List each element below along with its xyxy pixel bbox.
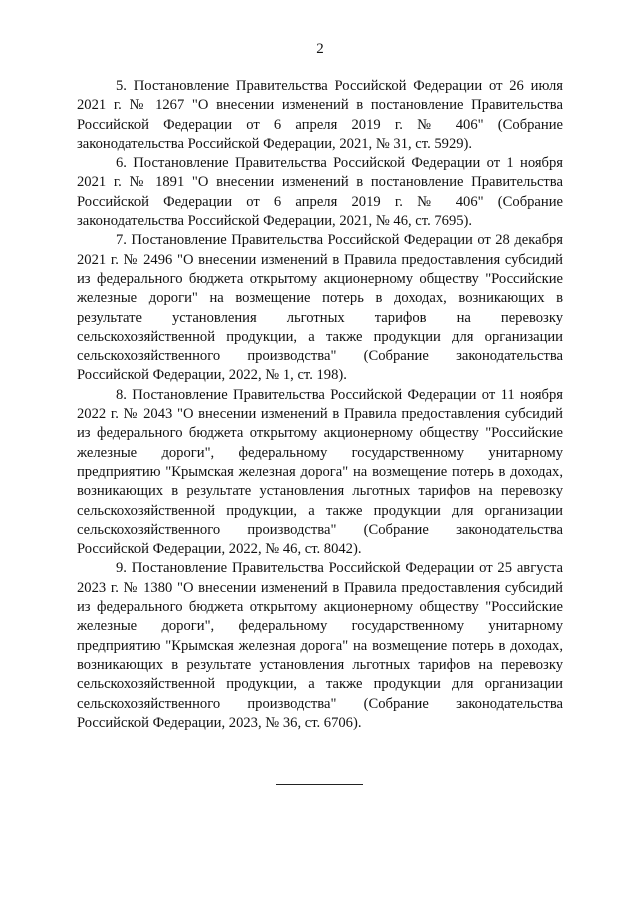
document-body xyxy=(77,77,563,733)
end-of-document-rule xyxy=(276,784,363,785)
page-number: 2 xyxy=(316,41,324,57)
list-item-6: 6. Постановление Правительства Российской Федерации от 1 ноября 2021 г. № 1891 "О внесении изменений в постановление Правительства Российской Федерации от 6 апреля 2019 г. № 406" (Собрание законодательства Российской Федерации, 2021, № 46, ст. 7695). xyxy=(77,155,563,230)
list-item-5: 5. Постановление Правительства Российской Федерации от 26 июля 2021 г. № 1267 "О внесении изменений в постановление Правительства Российской Федерации от 6 апреля 2019 г. № 406" (Собрание законодательства Российской Федерации, 2021, № 31, ст. 5929). xyxy=(77,78,563,152)
list-item-8: 8. Постановление Правительства Российской Федерации от 11 ноября 2022 г. № 2043 "О внесении изменений в Правила предоставления субсидий из федерального бюджета открытому акционерному обществу "Российские железные дороги", федеральному государственному унитарному предприятию "Крымская железная дорога" на возмещение потерь в доходах, возникающих в результате установления льготных тарифов на перевозку сельскохозяйственной продукции, а также продукции для организации сельскохозяйственного производства" (Собрание законодательства Российской Федерации, 2022, № 46, ст. 8042). xyxy=(77,386,563,558)
list-item-7: 7. Постановление Правительства Российской Федерации от 28 декабря 2021 г. № 2496 "О внесении изменений в Правила предоставления субсидий из федерального бюджета открытому акционерному обществу "Российские железные дороги" на возмещение потерь в доходах, возникающих в результате установления льготных тарифов на перевозку сельскохозяйственной продукции, а также продукции для организации сельскохозяйственного производства" (Собрание законодательства Российской Федерации, 2022, № 1, ст. 198). xyxy=(77,232,563,384)
list-item-9: 9. Постановление Правительства Российской Федерации от 25 августа 2023 г. № 1380 "О внесении изменений в Правила предоставления субсидий из федерального бюджета открытому акционерному обществу "Российские железные дороги", федеральному государственному унитарному предприятию "Крымская железная дорога" на возмещение потерь в доходах, возникающих в результате установления льготных тарифов на перевозку сельскохозяйственной продукции, а также продукции для организации сельскохозяйственного производства" (Собрание законодательства Российской Федерации, 2023, № 36, ст. 6706). xyxy=(77,560,563,731)
